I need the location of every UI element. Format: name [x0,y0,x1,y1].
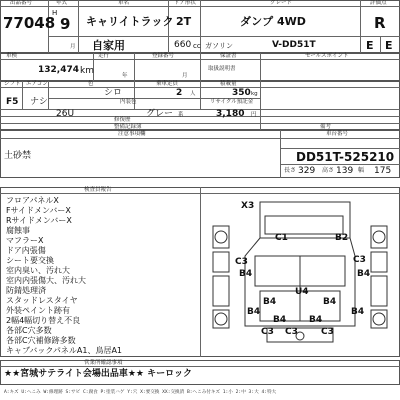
load-value: 350 [232,88,251,98]
recycle-label: リサイクル預託金 [210,99,254,105]
damage-mark: C3 [321,327,334,337]
inspector-line: ドア内張傷 [6,246,46,255]
fuel-type: ガソリン [205,42,233,50]
damage-mark: B2 [335,233,349,243]
damage-mark: U4 [295,287,309,297]
footer-legend: A:キズ U:へこみ W:修理跡 S:サビ C:腐食 P:塗装ハゲ Y:穴 X:要交換 XX:交換済 B:へこみ付キズ 1:小 2:中 3:大 4:特大 [4,390,277,395]
damage-mark: B4 [357,269,371,279]
reg-label: 登録番号 [152,53,175,59]
load-label: 積載量 [220,81,237,87]
grade-label: グレード [270,0,293,6]
color-value: シロ [104,88,123,98]
month-label: 月 [70,44,76,50]
inspector-line: RサイドメンバーX [6,216,72,225]
damage-mark: B4 [351,307,365,317]
mileage-label: 走行 [98,53,110,59]
sales-comment-text: ★★宮城サテライト会場出品車★★ キーロック [4,369,192,379]
damage-mark: B4 [309,315,323,325]
displacement: 660 [174,40,192,50]
length-label: 長さ [284,167,297,174]
record-label: 整備記録簿 [114,124,142,130]
exterior-score: E [385,39,393,52]
width-label: 幅 [358,167,365,174]
caution-text: 土砂禁 [4,151,32,161]
inspector-title: 検査員報告 [84,187,112,193]
inspector-line: FサイドメンバーX [6,206,71,215]
overall-score: R [374,14,386,32]
damage-mark: B4 [323,297,337,307]
sales-comment-title: 営業所確認事項 [84,360,123,366]
shift-value: F5 [6,97,19,107]
damage-mark: C3 [353,255,366,265]
mileage-value: 132,474 [38,65,79,75]
int-color-unit: 系 [178,112,184,118]
inspector-line: 外装ペイント跡有 [6,306,70,315]
year-label: 年式 [56,0,68,6]
inspector-line: 防錆処理済 [6,286,46,295]
ac-label: エアコン [26,81,48,87]
score-label: 評価点 [370,0,387,6]
damage-mark: C3 [261,327,274,337]
damage-mark: C1 [275,233,288,243]
manual-label: 取扱説明書 [208,66,236,72]
frame-label: 車台番号 [326,131,349,137]
inspector-line: キャブバックパネルA1、鳥居A1 [6,346,123,355]
inspector-line: シート要交換 [6,256,54,265]
load-unit: kg [251,91,258,97]
inspection-label: 車検 [6,53,18,59]
guarantee-label: 保証書 [220,53,237,59]
damage-mark: X3 [241,201,255,211]
interior-score: E [366,39,374,52]
vehicle-diagram [205,196,395,354]
ac-value: ナシ [30,97,48,107]
month-unit: 月 [182,73,188,79]
inspector-line: 各部C穴補修跡多数 [6,336,76,345]
doors-label: ドア形状 [174,0,196,6]
width-value: 175 [374,166,392,176]
model-name: キャリイトラック [86,15,174,28]
frame-number: DD51T-525210 [296,150,395,164]
doors-value: 2T [176,15,192,28]
damage-mark: B4 [239,269,253,279]
grade-value: ダンプ 4WD [240,15,306,28]
int-color-value: グレー [146,109,174,119]
damage-mark: B4 [273,315,287,325]
height-value: 139 [336,166,354,176]
int-color-label: 内装色 [120,99,137,105]
inspector-line: 室内内張傷大、汚れ大 [6,276,86,285]
inspector-line: 室内臭い、汚れ大 [6,266,70,275]
repair-label: 修復歴 [114,117,131,123]
model-code: 26U [56,109,75,119]
damage-mark: C3 [285,327,298,337]
inspector-line: マフラーX [6,236,44,245]
sales-point-label: セールスポイント [305,53,349,59]
damage-mark: B4 [247,307,261,317]
chassis-code: V-DD51T [272,40,316,50]
notes-label: 備考 [320,124,332,130]
cc-unit: cc [193,42,201,50]
inspector-line: 腐蝕事 [6,226,30,235]
year-era: H [52,9,58,17]
capacity-value: 2 [176,88,183,98]
year-unit: 年 [122,73,128,79]
recycle-value: 3,180 [216,109,245,119]
recycle-unit: 円 [251,112,257,118]
caution-label: 注意事項欄 [118,131,146,137]
inspector-line: スタッドレスタイヤ [6,296,78,305]
capacity-label: 乗車定員 [156,81,179,87]
damage-mark: C3 [235,257,248,267]
length-value: 329 [298,166,316,176]
inspector-line: 2幅4幅切り替え不良 [6,316,81,325]
height-label: 高さ [322,167,335,174]
color-label: 色 [88,81,94,87]
year-value: 9 [60,15,71,33]
inspector-line: フロアパネルX [6,196,59,205]
damage-mark: B4 [263,297,277,307]
inspector-line: 各部C穴多数 [6,326,52,335]
model-label: 車名 [118,0,130,6]
capacity-unit: 人 [190,91,196,97]
shift-label: シフト [4,81,21,87]
lot-label: 出品番号 [10,0,33,6]
lot-number: 77048 [3,14,56,32]
usage-type: 自家用 [92,39,125,52]
mileage-unit: km [80,66,94,76]
